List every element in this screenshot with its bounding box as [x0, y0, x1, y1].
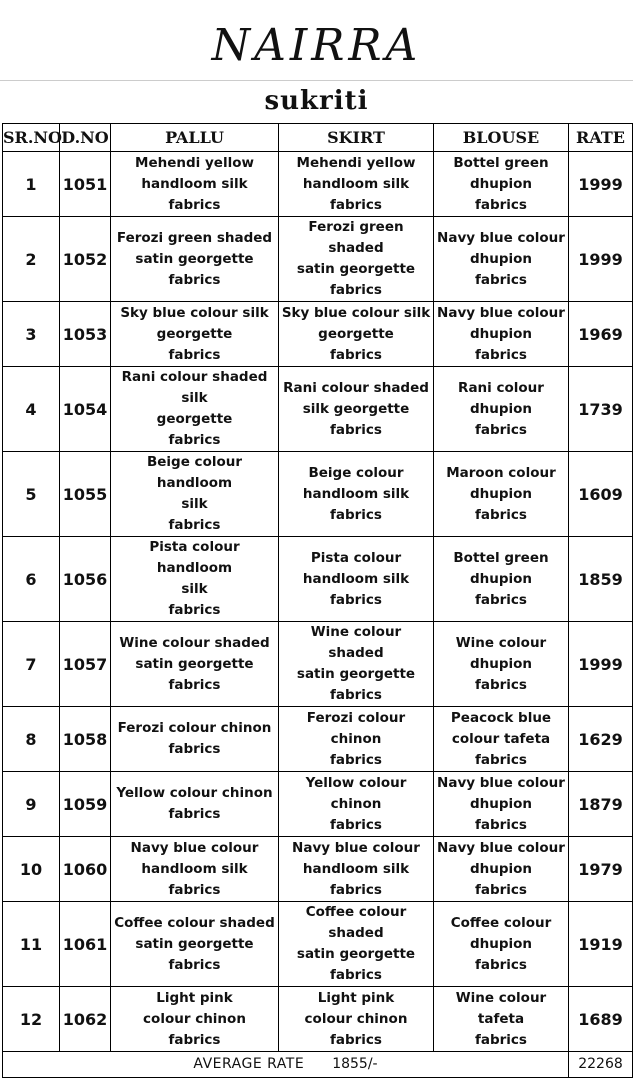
pallu-cell-line: satin georgette	[135, 250, 254, 267]
pallu-cell-line: fabrics	[168, 196, 221, 213]
blouse-cell-line: fabrics	[475, 196, 527, 213]
blouse-cell-line: Peacock blue	[450, 709, 552, 726]
design-no-cell: 1054	[60, 367, 111, 452]
skirt-cell-line: fabrics	[330, 506, 382, 523]
rate-cell: 1969	[569, 302, 633, 367]
average-row	[3, 1052, 633, 1078]
skirt-cell-line: georgette	[318, 325, 394, 342]
blouse-cell	[434, 217, 569, 302]
rate-cell: 1689	[569, 987, 633, 1052]
pallu-cell-line: Ferozi green shaded	[116, 229, 273, 246]
blouse-cell	[434, 707, 569, 772]
skirt-cell-line: satin georgette	[296, 666, 416, 682]
pallu-cell-line: fabrics	[168, 881, 221, 898]
pallu-cell	[111, 452, 279, 537]
skirt-cell-line: Ferozi green shaded	[308, 219, 404, 256]
skirt-cell-line: fabrics	[330, 816, 382, 833]
rate-cell: 1999	[569, 622, 633, 707]
pallu-cell-line: silk	[181, 581, 208, 597]
blouse-cell-line: Maroon colour	[446, 464, 556, 481]
skirt-cell-line: fabrics	[330, 967, 382, 983]
pallu-cell-line: Yellow colour chinon	[116, 785, 273, 801]
sr-no-cell: 1	[3, 152, 60, 217]
design-no-cell: 1055	[60, 452, 111, 537]
skirt-cell-line: fabrics	[330, 346, 382, 363]
sr-no-cell: 2	[3, 217, 60, 302]
blouse-cell-line: fabrics	[475, 421, 527, 438]
brand-header	[0, 0, 633, 81]
blouse-cell-line: dhupion	[469, 795, 533, 812]
skirt-cell-line: Mehendi yellow	[296, 154, 416, 171]
design-no-cell: 1058	[60, 707, 111, 772]
skirt-cell-line: Beige colour	[308, 464, 404, 481]
skirt-cell	[279, 537, 434, 622]
design-no-cell: 1059	[60, 772, 111, 837]
skirt-cell-line: Yellow colour chinon	[305, 774, 407, 812]
blouse-cell	[434, 152, 569, 217]
blouse-cell	[434, 772, 569, 837]
skirt-cell	[279, 622, 434, 707]
skirt-cell	[279, 302, 434, 367]
sr-no-cell: 11	[3, 902, 60, 987]
pallu-cell-line: fabrics	[168, 956, 221, 973]
blouse-cell-line: Navy blue colour	[437, 304, 565, 321]
collection-header	[0, 81, 633, 121]
skirt-cell-line: handloom silk	[302, 175, 410, 192]
blouse-cell-line: Rani colour	[458, 379, 544, 396]
pallu-cell-line: Pista colour handloom	[149, 539, 240, 576]
sr-no-cell: 3	[3, 302, 60, 367]
sr-no-cell: 9	[3, 772, 60, 837]
blouse-cell-line: fabrics	[475, 676, 527, 693]
skirt-cell-line: Sky blue colour silk	[281, 304, 431, 321]
sr-no-cell: 5	[3, 452, 60, 537]
blouse-cell-line: dhupion	[469, 860, 533, 877]
rate-cell: 1999	[569, 152, 633, 217]
pallu-cell-line: fabrics	[168, 741, 221, 757]
blouse-cell-line: Bottel green	[453, 549, 549, 566]
pallu-cell-line: fabrics	[168, 1031, 221, 1048]
blouse-cell-line: Wine colour	[455, 634, 547, 651]
blouse-cell-line: fabrics	[475, 816, 527, 833]
blouse-cell-line: colour tafeta	[451, 730, 551, 747]
pallu-cell	[111, 902, 279, 987]
blouse-cell-line: Coffee colour	[450, 914, 552, 931]
skirt-cell-line: satin georgette	[296, 946, 416, 962]
sr-no-cell: 10	[3, 837, 60, 902]
pallu-cell-line: Light pink	[156, 989, 233, 1006]
rate-cell: 1739	[569, 367, 633, 452]
blouse-cell-line: dhupion	[469, 570, 533, 587]
blouse-cell-line: Wine colour tafeta	[455, 989, 547, 1027]
sr-no-cell: 8	[3, 707, 60, 772]
blouse-cell-line: fabrics	[475, 956, 527, 973]
blouse-cell-line: fabrics	[475, 271, 527, 288]
table-row	[3, 217, 633, 302]
design-no-cell: 1057	[60, 622, 111, 707]
blouse-cell-line: Navy blue colour	[437, 839, 565, 856]
average-value: 1855/-	[332, 1056, 378, 1072]
blouse-cell-line: fabrics	[475, 346, 527, 363]
blouse-cell-line: dhupion	[469, 175, 533, 192]
sr-no-cell: 7	[3, 622, 60, 707]
rate-cell: 1919	[569, 902, 633, 987]
pallu-cell	[111, 772, 279, 837]
table-row	[3, 772, 633, 837]
pallu-cell-line: fabrics	[168, 806, 221, 822]
pallu-cell-line: fabrics	[168, 432, 221, 448]
pallu-cell-line: fabrics	[168, 517, 221, 533]
skirt-cell-line: handloom silk	[302, 485, 410, 502]
pallu-cell	[111, 302, 279, 367]
skirt-cell-line: fabrics	[330, 881, 382, 898]
skirt-cell	[279, 837, 434, 902]
design-no-cell: 1056	[60, 537, 111, 622]
blouse-cell-line: dhupion	[469, 485, 533, 502]
skirt-cell	[279, 367, 434, 452]
header-pallu: PALLU	[111, 124, 279, 152]
collection-title: sukriti	[264, 86, 369, 116]
sr-no-cell: 12	[3, 987, 60, 1052]
header-d-no: D.NO	[60, 124, 111, 152]
blouse-cell-line: dhupion	[469, 250, 533, 267]
pallu-cell-line: georgette	[156, 411, 233, 427]
skirt-cell	[279, 217, 434, 302]
pallu-cell	[111, 152, 279, 217]
blouse-cell	[434, 302, 569, 367]
skirt-cell-line: fabrics	[330, 1031, 382, 1048]
pallu-cell-line: handloom silk	[141, 175, 248, 192]
skirt-cell	[279, 902, 434, 987]
header-sr-no: SR.NO	[3, 124, 60, 152]
blouse-cell	[434, 452, 569, 537]
header-skirt: SKIRT	[279, 124, 434, 152]
skirt-cell-line: Rani colour shaded	[283, 379, 429, 396]
blouse-cell-line: fabrics	[475, 1031, 527, 1048]
skirt-cell-line: Navy blue colour	[292, 839, 420, 856]
pallu-cell	[111, 987, 279, 1052]
skirt-cell	[279, 707, 434, 772]
design-no-cell: 1062	[60, 987, 111, 1052]
skirt-cell-line: Ferozi colour chinon	[306, 709, 406, 747]
pallu-cell	[111, 367, 279, 452]
blouse-cell-line: fabrics	[475, 591, 527, 608]
rate-cell: 1609	[569, 452, 633, 537]
design-no-cell: 1061	[60, 902, 111, 987]
design-no-cell: 1052	[60, 217, 111, 302]
total-value: 22268	[569, 1052, 633, 1078]
pallu-cell-line: fabrics	[168, 676, 221, 693]
pallu-cell	[111, 217, 279, 302]
rate-cell: 1879	[569, 772, 633, 837]
table-row	[3, 622, 633, 707]
pallu-cell-line: Rani colour shaded silk	[121, 369, 268, 406]
design-no-cell: 1053	[60, 302, 111, 367]
pallu-cell-line: Ferozi colour chinon	[117, 720, 272, 736]
blouse-cell-line: Navy blue colour	[437, 774, 565, 791]
blouse-cell-line: dhupion	[469, 935, 533, 952]
pallu-cell-line: satin georgette	[135, 935, 254, 952]
skirt-cell-line: Light pink	[317, 989, 395, 1006]
pallu-cell	[111, 537, 279, 622]
table-row	[3, 707, 633, 772]
blouse-cell	[434, 537, 569, 622]
header-blouse: BLOUSE	[434, 124, 569, 152]
pallu-cell-line: georgette	[156, 325, 233, 342]
skirt-cell-line: Coffee colour shaded	[305, 904, 407, 941]
header-rate: RATE	[569, 124, 633, 152]
average-cell	[3, 1052, 569, 1078]
average-label: AVERAGE RATE	[193, 1056, 305, 1072]
pallu-cell-line: Mehendi yellow	[135, 154, 254, 171]
pallu-cell-line: Beige colour handloom	[146, 454, 243, 491]
skirt-cell-line: Wine colour shaded	[310, 624, 402, 661]
blouse-cell-line: Bottel green	[453, 154, 549, 171]
table-row	[3, 152, 633, 217]
blouse-cell-line: fabrics	[475, 881, 527, 898]
skirt-cell-line: fabrics	[330, 687, 382, 703]
skirt-cell-line: silk georgette	[302, 400, 410, 417]
skirt-cell-line: fabrics	[330, 282, 382, 298]
rate-cell: 1629	[569, 707, 633, 772]
skirt-cell-line: Pista colour	[310, 549, 402, 566]
skirt-cell-line: fabrics	[330, 421, 382, 438]
table-body	[3, 152, 633, 1052]
table-header-row	[3, 124, 633, 152]
pallu-cell	[111, 622, 279, 707]
skirt-cell-line: satin georgette	[296, 261, 416, 277]
blouse-cell	[434, 837, 569, 902]
skirt-cell-line: fabrics	[330, 196, 382, 213]
pallu-cell-line: fabrics	[168, 346, 221, 363]
pallu-cell-line: fabrics	[168, 271, 221, 288]
pallu-cell-line: satin georgette	[135, 655, 254, 672]
table-row	[3, 367, 633, 452]
skirt-cell-line: fabrics	[330, 751, 382, 768]
table-row	[3, 537, 633, 622]
rate-cell: 1999	[569, 217, 633, 302]
sr-no-cell: 6	[3, 537, 60, 622]
design-no-cell: 1051	[60, 152, 111, 217]
rate-cell: 1979	[569, 837, 633, 902]
brand-title: NAIRRA	[211, 19, 422, 71]
blouse-cell-line: fabrics	[475, 751, 527, 768]
skirt-cell	[279, 152, 434, 217]
blouse-cell	[434, 622, 569, 707]
blouse-cell	[434, 987, 569, 1052]
skirt-cell	[279, 987, 434, 1052]
skirt-cell-line: fabrics	[330, 591, 382, 608]
rate-cell: 1859	[569, 537, 633, 622]
blouse-cell-line: dhupion	[469, 325, 533, 342]
pallu-cell	[111, 837, 279, 902]
pallu-cell-line: Navy blue colour	[130, 839, 259, 856]
rate-table	[2, 123, 633, 1078]
blouse-cell	[434, 902, 569, 987]
blouse-cell-line: Navy blue colour	[437, 229, 565, 246]
pallu-cell-line: Wine colour shaded	[119, 634, 270, 651]
table-row	[3, 837, 633, 902]
pallu-cell-line: handloom silk	[141, 860, 248, 877]
pallu-cell	[111, 707, 279, 772]
blouse-cell-line: fabrics	[475, 506, 527, 523]
table-row	[3, 452, 633, 537]
skirt-cell	[279, 772, 434, 837]
design-no-cell: 1060	[60, 837, 111, 902]
blouse-cell-line: dhupion	[469, 400, 533, 417]
table-row	[3, 987, 633, 1052]
pallu-cell-line: silk	[181, 496, 208, 512]
skirt-cell-line: colour chinon	[304, 1010, 408, 1027]
skirt-cell-line: handloom silk	[302, 860, 410, 877]
pallu-cell-line: fabrics	[168, 602, 221, 618]
sr-no-cell: 4	[3, 367, 60, 452]
blouse-cell	[434, 367, 569, 452]
pallu-cell-line: Sky blue colour silk	[120, 304, 269, 321]
table-row	[3, 902, 633, 987]
skirt-cell-line: handloom silk	[302, 570, 410, 587]
pallu-cell-line: colour chinon	[143, 1010, 246, 1027]
skirt-cell	[279, 452, 434, 537]
table-row	[3, 302, 633, 367]
pallu-cell-line: Coffee colour shaded	[114, 914, 275, 931]
blouse-cell-line: dhupion	[469, 655, 533, 672]
